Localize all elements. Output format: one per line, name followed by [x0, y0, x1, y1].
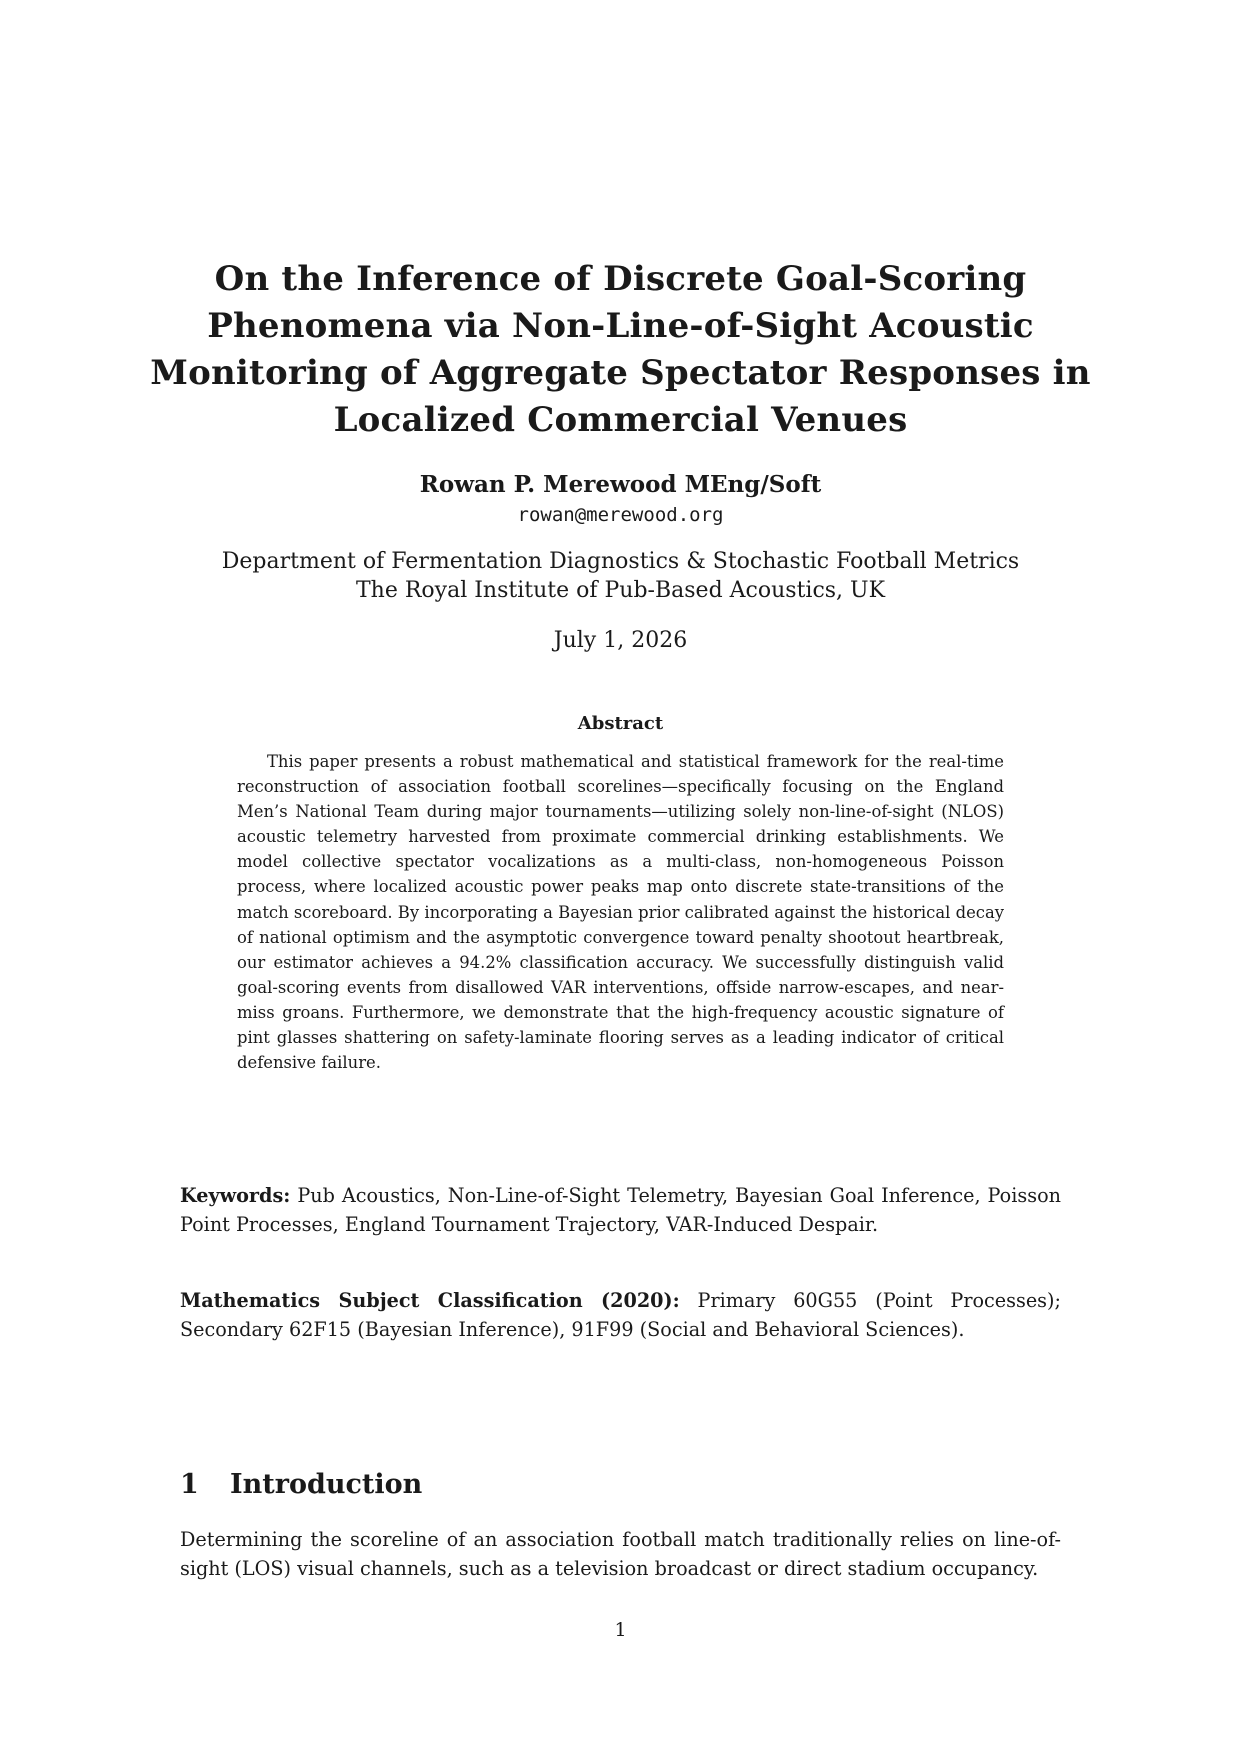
author-name: Rowan P. Merewood MEng/Soft	[419, 471, 822, 498]
affiliation-department: Department of Fermentation Diagnostics & Stochastic Football Metrics	[221, 549, 1020, 574]
introduction-paragraph: Determining the scoreline of an association football match traditionally relies on line-of-sight (LOS) visual channels, such as a television broadcast or direct stadium occupancy.	[180, 1528, 1061, 1580]
author-email: rowan@merewood.org	[517, 504, 724, 526]
affiliation-institute: The Royal Institute of Pub-Based Acoustics, UK	[355, 578, 886, 603]
abstract-text: This paper presents a robust mathematical and statistical framework for the real-time reconstruction of association football scorelines—specifically focusing on the England Men’s National Team during major tournaments—utilizing solely non-line-of-sight (NLOS) acoustic telemetry harvested from proximate commercial drinking establishments. We model collective spectator vocalizations as a multi-class, non-homogeneous Poisson process, where localized acoustic power peaks map onto discrete state-transitions of the match scoreboard. By incorporating a Bayesian prior calibrated against the historical decay of national optimism and the asymptotic convergence toward penalty shootout heartbreak, our estimator achieves a 94.2% classification accuracy. We successfully distinguish valid goal-scoring events from disallowed VAR interventions, offside narrow-escapes, and near-miss groans. Furthermore, we demonstrate that the high-frequency acoustic signature of pint glasses shattering on safety-laminate flooring serves as a leading indicator of critical defensive failure.	[237, 752, 1004, 1073]
section-number: 1	[180, 1469, 199, 1500]
paper-title: On the Inference of Discrete Goal-Scoring Phenomena via Non-Line-of-Sight Acoustic Monitoring of Aggregate Spectator Responses in Localized Commercial Venues	[150, 259, 1091, 440]
section-heading-introduction	[180, 1467, 422, 1503]
keywords-block	[180, 1181, 1061, 1239]
msc-label: Mathematics Subject Classification (2020):	[180, 1289, 680, 1312]
keywords-text: Pub Acoustics, Non-Line-of-Sight Telemetry, Bayesian Goal Inference, Poisson Point Processes, England Tournament Trajectory, VAR-Induced Despair.	[180, 1184, 1061, 1236]
section-title: Introduction	[230, 1469, 423, 1500]
keywords-label: Keywords:	[180, 1184, 291, 1207]
page-number: 1	[614, 1619, 627, 1641]
author-affiliation	[0, 547, 1241, 605]
msc-text: Primary 60G55 (Point Processes); Secondary 62F15 (Bayesian Inference), 91F99 (Social and Behavioral Sciences).	[180, 1289, 1061, 1341]
paper-date: July 1, 2026	[553, 628, 688, 653]
abstract-heading: Abstract	[577, 713, 664, 734]
msc-block	[180, 1286, 1061, 1344]
